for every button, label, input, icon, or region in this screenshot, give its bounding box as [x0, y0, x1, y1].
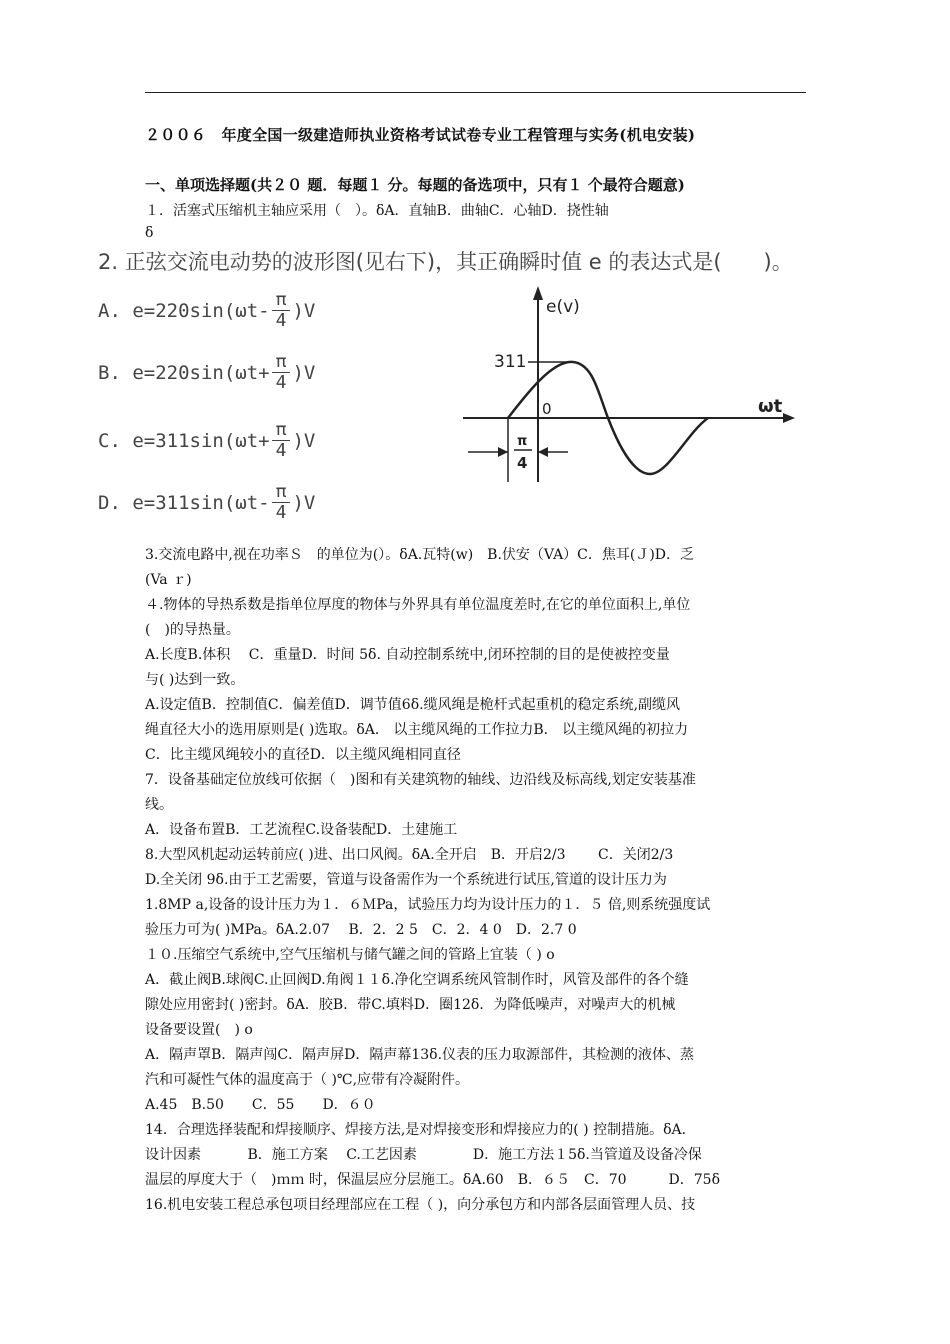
text-line: 隙处应用密封( )密封。ẟA．胶B．带C.填料D．圈12ẟ．为降低噪声，对噪声大的机械: [145, 997, 676, 1013]
text-line: ４.物体的导热系数是指单位厚度的物体与外界具有单位温度差时,在它的单位面积上,单位: [145, 597, 691, 613]
shift-denominator: 4: [517, 454, 528, 472]
text-line: 绳直径大小的选用原则是( )选取。ẟA． 以主缆风绳的工作拉力B． 以主缆风绳的初拉力: [145, 722, 689, 738]
question-2-text: 2. 正弦交流电动势的波形图(见右下)，其正确瞬时值 e 的表达式是( )。: [98, 250, 793, 274]
x-axis-arrow: [783, 413, 795, 423]
text-line: A．设备布置B．工艺流程C.设备装配D．土建施工: [145, 822, 458, 838]
text-line: ( )的导热量。: [145, 622, 240, 638]
text-line: １０.压缩空气系统中,空气压缩机与储气罐之间的管路上宜装（ ) o: [145, 947, 555, 963]
text-line: 线。: [145, 797, 173, 813]
dimension-arrow-left: [498, 447, 508, 457]
text-line: A．截止阀B.球阀C.止回阀D.角阀１１ẟ.净化空调系统风管制作时，风管及部件的各个缝: [145, 972, 689, 988]
text-line: 设计因素 B．施工方案 C.工艺因素 D．施工方法１5ẟ.当管道及设备冷保: [145, 1147, 702, 1163]
text-line: 与( )达到一致。: [145, 672, 245, 688]
text-line: 14．合理选择装配和焊接顺序、焊接方法,是对焊接变形和焊接应力的( ) 控制措施。ẟA．: [145, 1122, 696, 1138]
peak-label: 311: [494, 352, 527, 372]
option-d: D. e=311sin(ωt- $\frac{\pi}{4}$ )V: [98, 481, 316, 523]
text-line: 温层的厚度大于（ )ｍｍ 时，保温层应分层施工。ẟA.60 B．６５ C．70 D．75ẟ: [145, 1172, 720, 1188]
question-1-mark: ẟ: [145, 225, 154, 241]
text-line: 7．设备基础定位放线可依据（ )图和有关建筑物的轴线、边沿线及标高线,划定安装基准: [145, 772, 696, 788]
section-heading: 一、单项选择题(共２０ 题．每题１ 分。每题的备选项中，只有１ 个最符合题意): [145, 176, 685, 194]
text-line: 设备要设置( ) o: [145, 1022, 253, 1038]
question-list: [145, 543, 810, 1218]
text-line: 16.机电安装工程总承包项目经理部应在工程（ )，向分承包方和内部各层面管理人员、技: [145, 1197, 696, 1213]
text-line: A.45 B.50 C．55 D．６０: [145, 1097, 376, 1113]
text-line: A.长度B.体积 C．重量D．时间 5ẟ. 自动控制系统中,闭环控制的目的是使被控变量: [145, 647, 670, 663]
x-axis-label: ωt: [758, 396, 783, 417]
option-a: A. e=220sin(ωt- $\frac{\pi}{4}$ )V: [98, 289, 316, 331]
option-c: C. e=311sin(ωt+ $\frac{\pi}{4}$ )V: [98, 419, 316, 461]
dimension-arrow-right: [538, 447, 548, 457]
text-line: A．隔声罩B．隔声闯C．隔声屏D．隔声幕13ẟ.仪表的压力取源部件，其检测的液体、蒸: [145, 1047, 695, 1063]
y-axis-arrow: [533, 286, 543, 300]
text-line: A.设定值B．控制值C．偏差值D．调节值6ẟ.缆风绳是桅杆式起重机的稳定系统,副缆风: [145, 697, 681, 713]
text-line: C．比主缆风绳较小的直径D．以主缆风绳相同直径: [145, 747, 461, 763]
option-b: B. e=220sin(ωt+ $\frac{\pi}{4}$ )V: [98, 351, 316, 393]
text-line: 1.8MP a,设备的设计压力为１．６ＭPa，试验压力均为设计压力的１．５ 倍,则系统强度试: [145, 897, 711, 913]
question-1: １．活塞式压缩机主轴应采用（ ）。ẟA．直轴B．曲轴C．心轴D．挠性轴: [145, 203, 609, 219]
text-line: 验压力可为( )MPa。ẟA.2.07 B．2．2 5 C．2．4 0 D．2.7 0: [145, 922, 577, 938]
shift-numerator: π: [517, 434, 528, 449]
text-line: (Va ｒ): [145, 572, 192, 588]
y-axis-label: e(v): [546, 297, 580, 317]
document-title: ２００６ 年度全国一级建造师执业资格考试试卷专业工程管理与实务(机电安装): [145, 126, 696, 144]
text-line: D.全关闭 9ẟ.由于工艺需要，管道与设备需作为一个系统进行试压,管道的设计压力为: [145, 872, 667, 888]
text-line: 8.大型风机起动运转前应( )进、出口风阀。ẟA.全开启 B．开启2/3 C．关闭2/3: [145, 847, 674, 863]
header-rule: [145, 92, 806, 93]
sine-wave-graph: [458, 282, 798, 497]
origin-label: 0: [542, 400, 552, 418]
text-line: 3.交流电路中,视在功率Ｓ 的单位为(）。ẟA.瓦特(w) B.伏安（VA）C．焦耳(Ｊ)D．乏: [145, 547, 695, 563]
text-line: 汽和可凝性气体的温度高于（ )℃,应带有冷凝附件。: [145, 1072, 470, 1088]
